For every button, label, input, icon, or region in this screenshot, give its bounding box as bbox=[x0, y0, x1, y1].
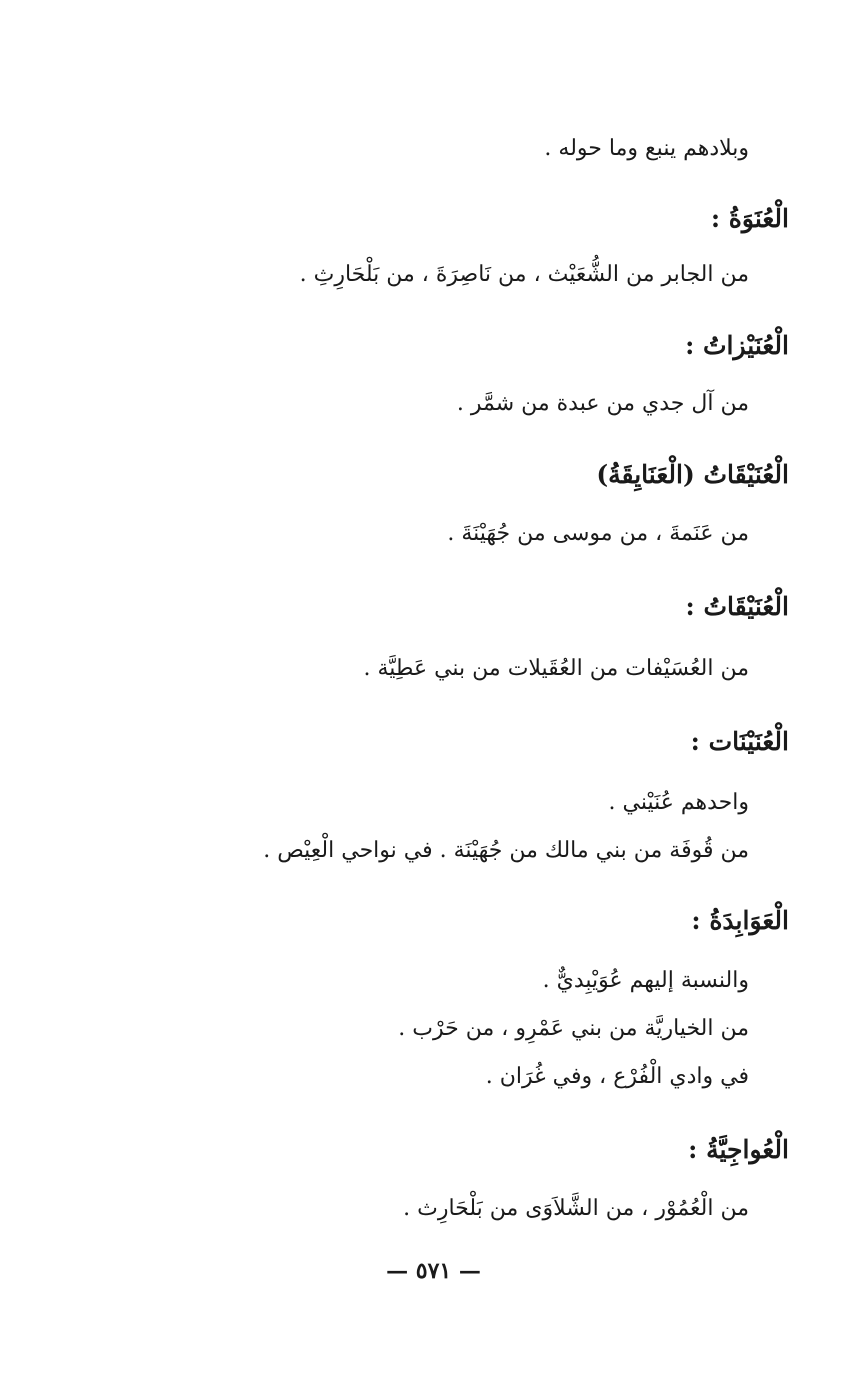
page-number: — ٥٧١ — bbox=[386, 1258, 481, 1284]
body-line: من آل جدي من عبدة من شمَّر . bbox=[456, 391, 749, 416]
body-line: وبلادهم ينبع وما حوله . bbox=[544, 136, 749, 161]
entry-heading: الْعُنَيْزاتُ : bbox=[685, 331, 789, 360]
body-line: من الجابر من الشُّعَيْث ، من نَاصِرَةَ ، من بَلْحَارِثِ . bbox=[299, 262, 749, 287]
body-line: من عَنَمةَ ، من موسى من جُهَيْنَةَ . bbox=[447, 521, 749, 546]
entry-heading: الْعُنَيْنَات : bbox=[690, 727, 789, 756]
entry-heading: الْعَوَابِدَةُ : bbox=[691, 906, 789, 935]
body-line: من قُوفَة من بني مالك من جُهَيْنَة . في نواحي الْعِيْص . bbox=[263, 838, 749, 863]
entry-heading: الْعُنَيْقَاتُ (الْعَنَايِقَةُ) bbox=[596, 460, 789, 489]
body-line: من الخياريَّة من بني عَمْرِو ، من حَرْب . bbox=[398, 1016, 749, 1041]
entry-heading: الْعُنَوَةُ : bbox=[710, 204, 789, 233]
body-line: واحدهم عُنَيْني . bbox=[608, 790, 749, 815]
body-line: في وادي الْفُرْع ، وفي غُرَان . bbox=[485, 1064, 749, 1089]
entry-heading: الْعُنَيْقَاتُ : bbox=[685, 592, 789, 621]
body-line: والنسبة إليهم عُوَيْبِديٌّ . bbox=[542, 968, 749, 993]
body-line: من الْعُمُوْر ، من الشَّلاَوَى من بَلْحَارِث . bbox=[403, 1196, 749, 1221]
body-line: من العُسَيْفات من العُقَيلات من بني عَطِيَّة . bbox=[363, 656, 749, 681]
entry-heading: الْعُواجِيَّةُ : bbox=[688, 1135, 789, 1164]
